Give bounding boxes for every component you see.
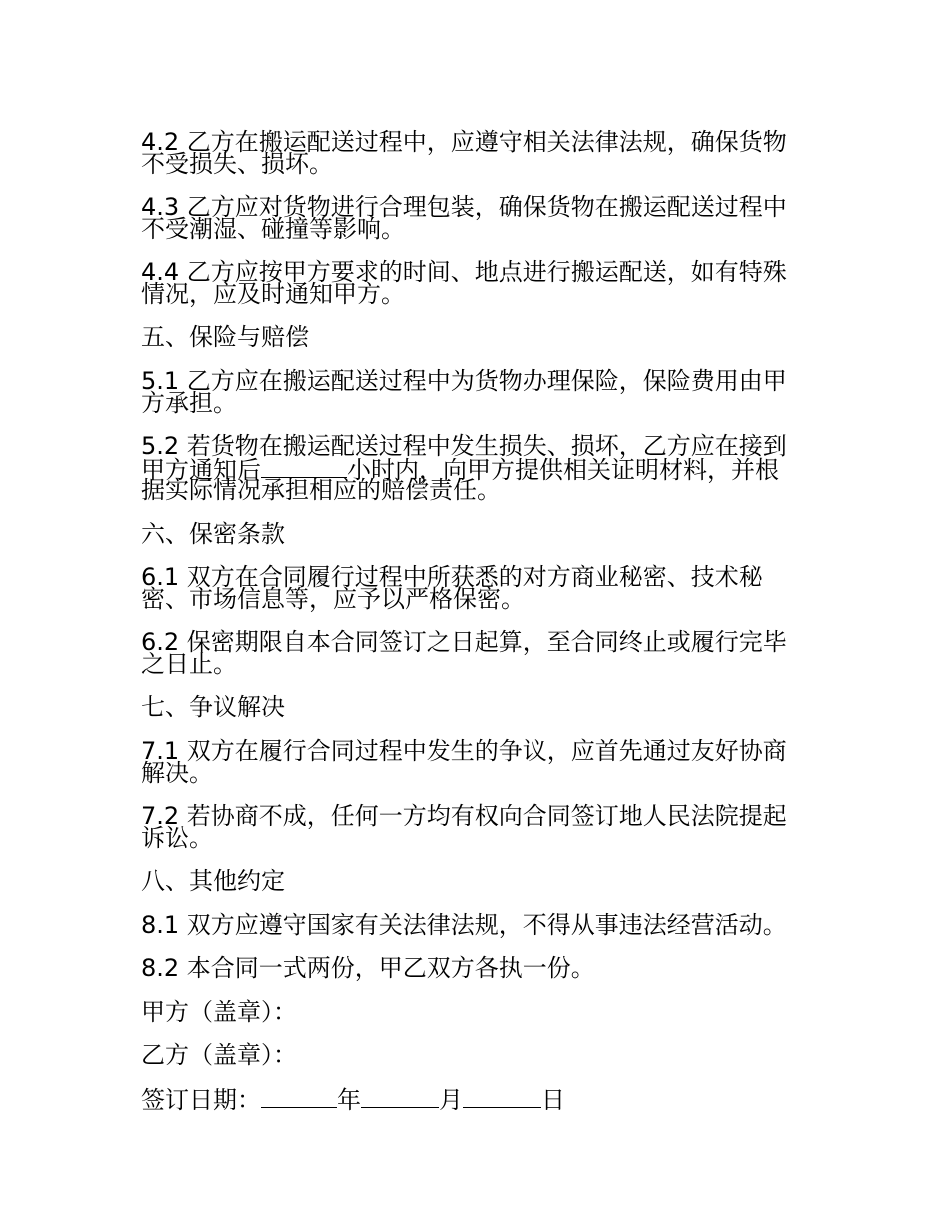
clause-6-1-line-2: 密、市场信息等，应予以严格保密。 [141, 585, 525, 613]
clause-5-2-line-3: 据实际情况承担相应的赔偿责任。 [141, 476, 501, 504]
hours-blank [261, 457, 347, 478]
clause-7-1-line-1: 7.1 双方在履行合同过程中发生的争议，应首先通过友好协商 [141, 737, 787, 765]
year-blank [261, 1087, 337, 1108]
signing-date-line [141, 1087, 565, 1112]
clause-6-2-line-1: 6.2 保密期限自本合同签订之日起算，至合同终止或履行完毕 [141, 628, 787, 656]
clause-7-2-line-2: 诉讼。 [141, 824, 213, 852]
clause-4-4-line-2: 情况，应及时通知甲方。 [141, 280, 405, 308]
clause-5-2-text-b: 小时内，向甲方提供相关证明材料，并根 [347, 456, 779, 484]
clause-5-2-line-1: 5.2 若货物在搬运配送过程中发生损失、损坏，乙方应在接到 [141, 432, 787, 460]
day-label: 日 [541, 1086, 565, 1114]
party-b-seal-label: 乙方（盖章）： [141, 1041, 297, 1069]
clause-7-1-line-2: 解决。 [141, 759, 213, 787]
month-blank [361, 1087, 439, 1108]
section-heading-6: 六、保密条款 [141, 520, 285, 548]
clause-5-1-line-1: 5.1 乙方应在搬运配送过程中为货物办理保险，保险费用由甲 [141, 367, 787, 395]
clause-8-2: 8.2 本合同一式两份，甲乙双方各执一份。 [141, 954, 595, 982]
clause-6-1-line-1: 6.1 双方在合同履行过程中所获悉的对方商业秘密、技术秘 [141, 563, 763, 591]
clause-4-2-line-2: 不受损失、损坏。 [141, 150, 333, 178]
clause-8-1: 8.1 双方应遵守国家有关法律法规，不得从事违法经营活动。 [141, 911, 787, 939]
clause-6-2-line-2: 之日止。 [141, 650, 237, 678]
clause-5-2-text-a: 甲方通知后 [141, 456, 261, 484]
clause-4-2-line-1: 4.2 乙方在搬运配送过程中，应遵守相关法律法规，确保货物 [141, 128, 787, 156]
clause-4-3-line-2: 不受潮湿、碰撞等影响。 [141, 215, 405, 243]
month-label: 月 [439, 1086, 463, 1114]
party-a-seal-label: 甲方（盖章）： [141, 998, 297, 1026]
section-heading-7: 七、争议解决 [141, 693, 285, 721]
signing-date-label: 签订日期： [141, 1086, 261, 1114]
day-blank [463, 1087, 541, 1108]
year-label: 年 [337, 1086, 361, 1114]
section-heading-8: 八、其他约定 [141, 867, 285, 895]
clause-5-1-line-2: 方承担。 [141, 389, 237, 417]
clause-4-3-line-1: 4.3 乙方应对货物进行合理包装，确保货物在搬运配送过程中 [141, 193, 787, 221]
clause-7-2-line-1: 7.2 若协商不成，任何一方均有权向合同签订地人民法院提起 [141, 802, 787, 830]
section-heading-5: 五、保险与赔偿 [141, 323, 309, 351]
clause-4-4-line-1: 4.4 乙方应按甲方要求的时间、地点进行搬运配送，如有特殊 [141, 258, 787, 286]
